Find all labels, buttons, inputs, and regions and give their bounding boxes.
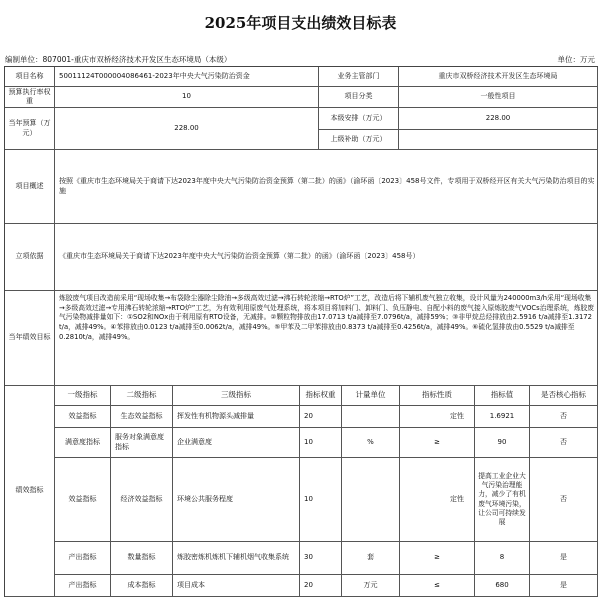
overview-text: 按照《重庆市生态环境局关于商请下达2023年度中央大气污染防治资金预算（第二批）的函》（渝环函〔2023〕458号文件，专项用于双桥经开区有关大气污染防治项目的实施 xyxy=(55,150,598,224)
indicator-value: 680 xyxy=(475,575,530,597)
basis-text: 《重庆市生态环境局关于商请下达2023年度中央大气污染防治资金预算（第二批）的函》（渝环函〔2023〕458号） xyxy=(55,224,598,291)
indicator-level1: 效益指标 xyxy=(55,406,111,428)
page-title: 2025年项目支出绩效目标表 xyxy=(204,14,397,32)
indicator-value: 1.6921 xyxy=(475,406,530,428)
header-level2: 二级指标 xyxy=(111,386,173,406)
indicator-core: 否 xyxy=(530,406,598,428)
dept-label: 业务主管部门 xyxy=(319,67,399,87)
indicator-level2: 经济效益指标 xyxy=(111,458,173,542)
indicator-nature: 定性 xyxy=(400,406,475,428)
indicator-unit xyxy=(342,458,400,542)
indicator-level3: 项目成本 xyxy=(173,575,300,597)
level-budget-value: 228.00 xyxy=(399,108,598,130)
performance-table xyxy=(4,66,598,597)
indicator-weight: 10 xyxy=(300,458,342,542)
current-budget-label: 当年预算（万元） xyxy=(5,108,55,150)
goal-text: 炼胶废气项目改造前采用“现场收集→布袋除尘器除尘除油→多级高效过滤→沸石转轮浓缩→RTO炉”工艺，改造后将下辅机废气独立收集，设计风量为240000m3/h采用“现场收集→多级高效过滤→专用沸石转轮浓缩→RTO炉”工艺，为有效利用原废气处理系统，将本项目将加料门、卸料门、负压静电、自配小料的废气接入原炼胶废气VOCs治理系统，炼胶废气污染物减排量如下：①SO2和NOx由于利用原有RTO设备，无减排。②颗粒物排放由17.0713 t/a减排至7.0796t/a，减排59%；③非甲烷总烃排放由2.5916 t/a减排至1.3172 t/a，减排49%。④苯排放由0.0123 t/a减排至0.0062t/a，减排49%。⑤甲苯及二甲苯排放由0.8373 t/a减排至0.4256t/a，减排49%。⑥硫化氢排放由0.5529 t/a减排至0.2810t/a，减排49%。 xyxy=(55,291,598,386)
level-budget-label: 本级安排（万元） xyxy=(319,108,399,130)
category-label: 项目分类 xyxy=(319,87,399,108)
indicator-unit: 万元 xyxy=(342,575,400,597)
overview-label: 项目概述 xyxy=(5,150,55,224)
indicator-value: 8 xyxy=(475,542,530,575)
indicator-unit: % xyxy=(342,428,400,458)
indicator-level2: 生态效益指标 xyxy=(111,406,173,428)
indicator-level3: 挥发性有机物源头减排量 xyxy=(173,406,300,428)
indicator-value: 提高工业企业大气污染治理能力，减少了有机废气环境污染，让公司可持续发展 xyxy=(475,458,530,542)
header-level3: 三级指标 xyxy=(173,386,300,406)
indicator-core: 是 xyxy=(530,575,598,597)
indicator-level2: 成本指标 xyxy=(111,575,173,597)
compiling-unit-label: 编制单位： xyxy=(5,55,43,64)
subsidy-value xyxy=(399,130,598,150)
indicator-level1: 产出指标 xyxy=(55,575,111,597)
header-level1: 一级指标 xyxy=(55,386,111,406)
indicator-core: 否 xyxy=(530,428,598,458)
header-value: 指标值 xyxy=(475,386,530,406)
project-name-label: 项目名称 xyxy=(5,67,55,87)
indicator-level2: 服务对象满意度指标 xyxy=(111,428,173,458)
project-name-value: 50011124T000004086461-2023年中央大气污染防治资金 xyxy=(55,67,319,87)
indicator-core: 否 xyxy=(530,458,598,542)
budget-weight-label: 预算执行率权重 xyxy=(5,87,55,108)
current-budget-value: 228.00 xyxy=(55,108,319,150)
indicator-level1: 产出指标 xyxy=(55,542,111,575)
header-weight: 指标权重 xyxy=(300,386,342,406)
indicator-weight: 30 xyxy=(300,542,342,575)
indicator-nature: ≥ xyxy=(400,428,475,458)
indicator-level1: 效益指标 xyxy=(55,458,111,542)
indicator-weight: 20 xyxy=(300,406,342,428)
category-value: 一般性项目 xyxy=(399,87,598,108)
header-unit: 计量单位 xyxy=(342,386,400,406)
indicator-level2: 数量指标 xyxy=(111,542,173,575)
indicator-level1: 满意度指标 xyxy=(55,428,111,458)
basis-label: 立项依据 xyxy=(5,224,55,291)
dept-value: 重庆市双桥经济技术开发区生态环境局 xyxy=(399,67,598,87)
goal-label: 当年绩效目标 xyxy=(5,291,55,386)
indicator-level3: 炼胶密炼机炼机下辅机烟气收集系统 xyxy=(173,542,300,575)
currency-unit: 单位：万元 xyxy=(557,55,595,64)
subsidy-label: 上级补助（万元） xyxy=(319,130,399,150)
header-core: 是否核心指标 xyxy=(530,386,598,406)
indicator-unit: 套 xyxy=(342,542,400,575)
compiling-unit xyxy=(5,54,231,65)
indicator-unit xyxy=(342,406,400,428)
indicator-nature: 定性 xyxy=(400,458,475,542)
indicator-weight: 20 xyxy=(300,575,342,597)
indicator-nature: ≥ xyxy=(400,542,475,575)
indicator-level3: 企业满意度 xyxy=(173,428,300,458)
budget-weight-value: 10 xyxy=(55,87,319,108)
perf-indicators-label: 绩效指标 xyxy=(5,386,55,597)
indicator-level3: 环境公共服务程度 xyxy=(173,458,300,542)
indicator-core: 是 xyxy=(530,542,598,575)
header-nature: 指标性质 xyxy=(400,386,475,406)
indicator-weight: 10 xyxy=(300,428,342,458)
indicator-nature: ≤ xyxy=(400,575,475,597)
compiling-unit-value: 807001-重庆市双桥经济技术开发区生态环境局（本级） xyxy=(42,55,232,64)
indicator-value: 90 xyxy=(475,428,530,458)
